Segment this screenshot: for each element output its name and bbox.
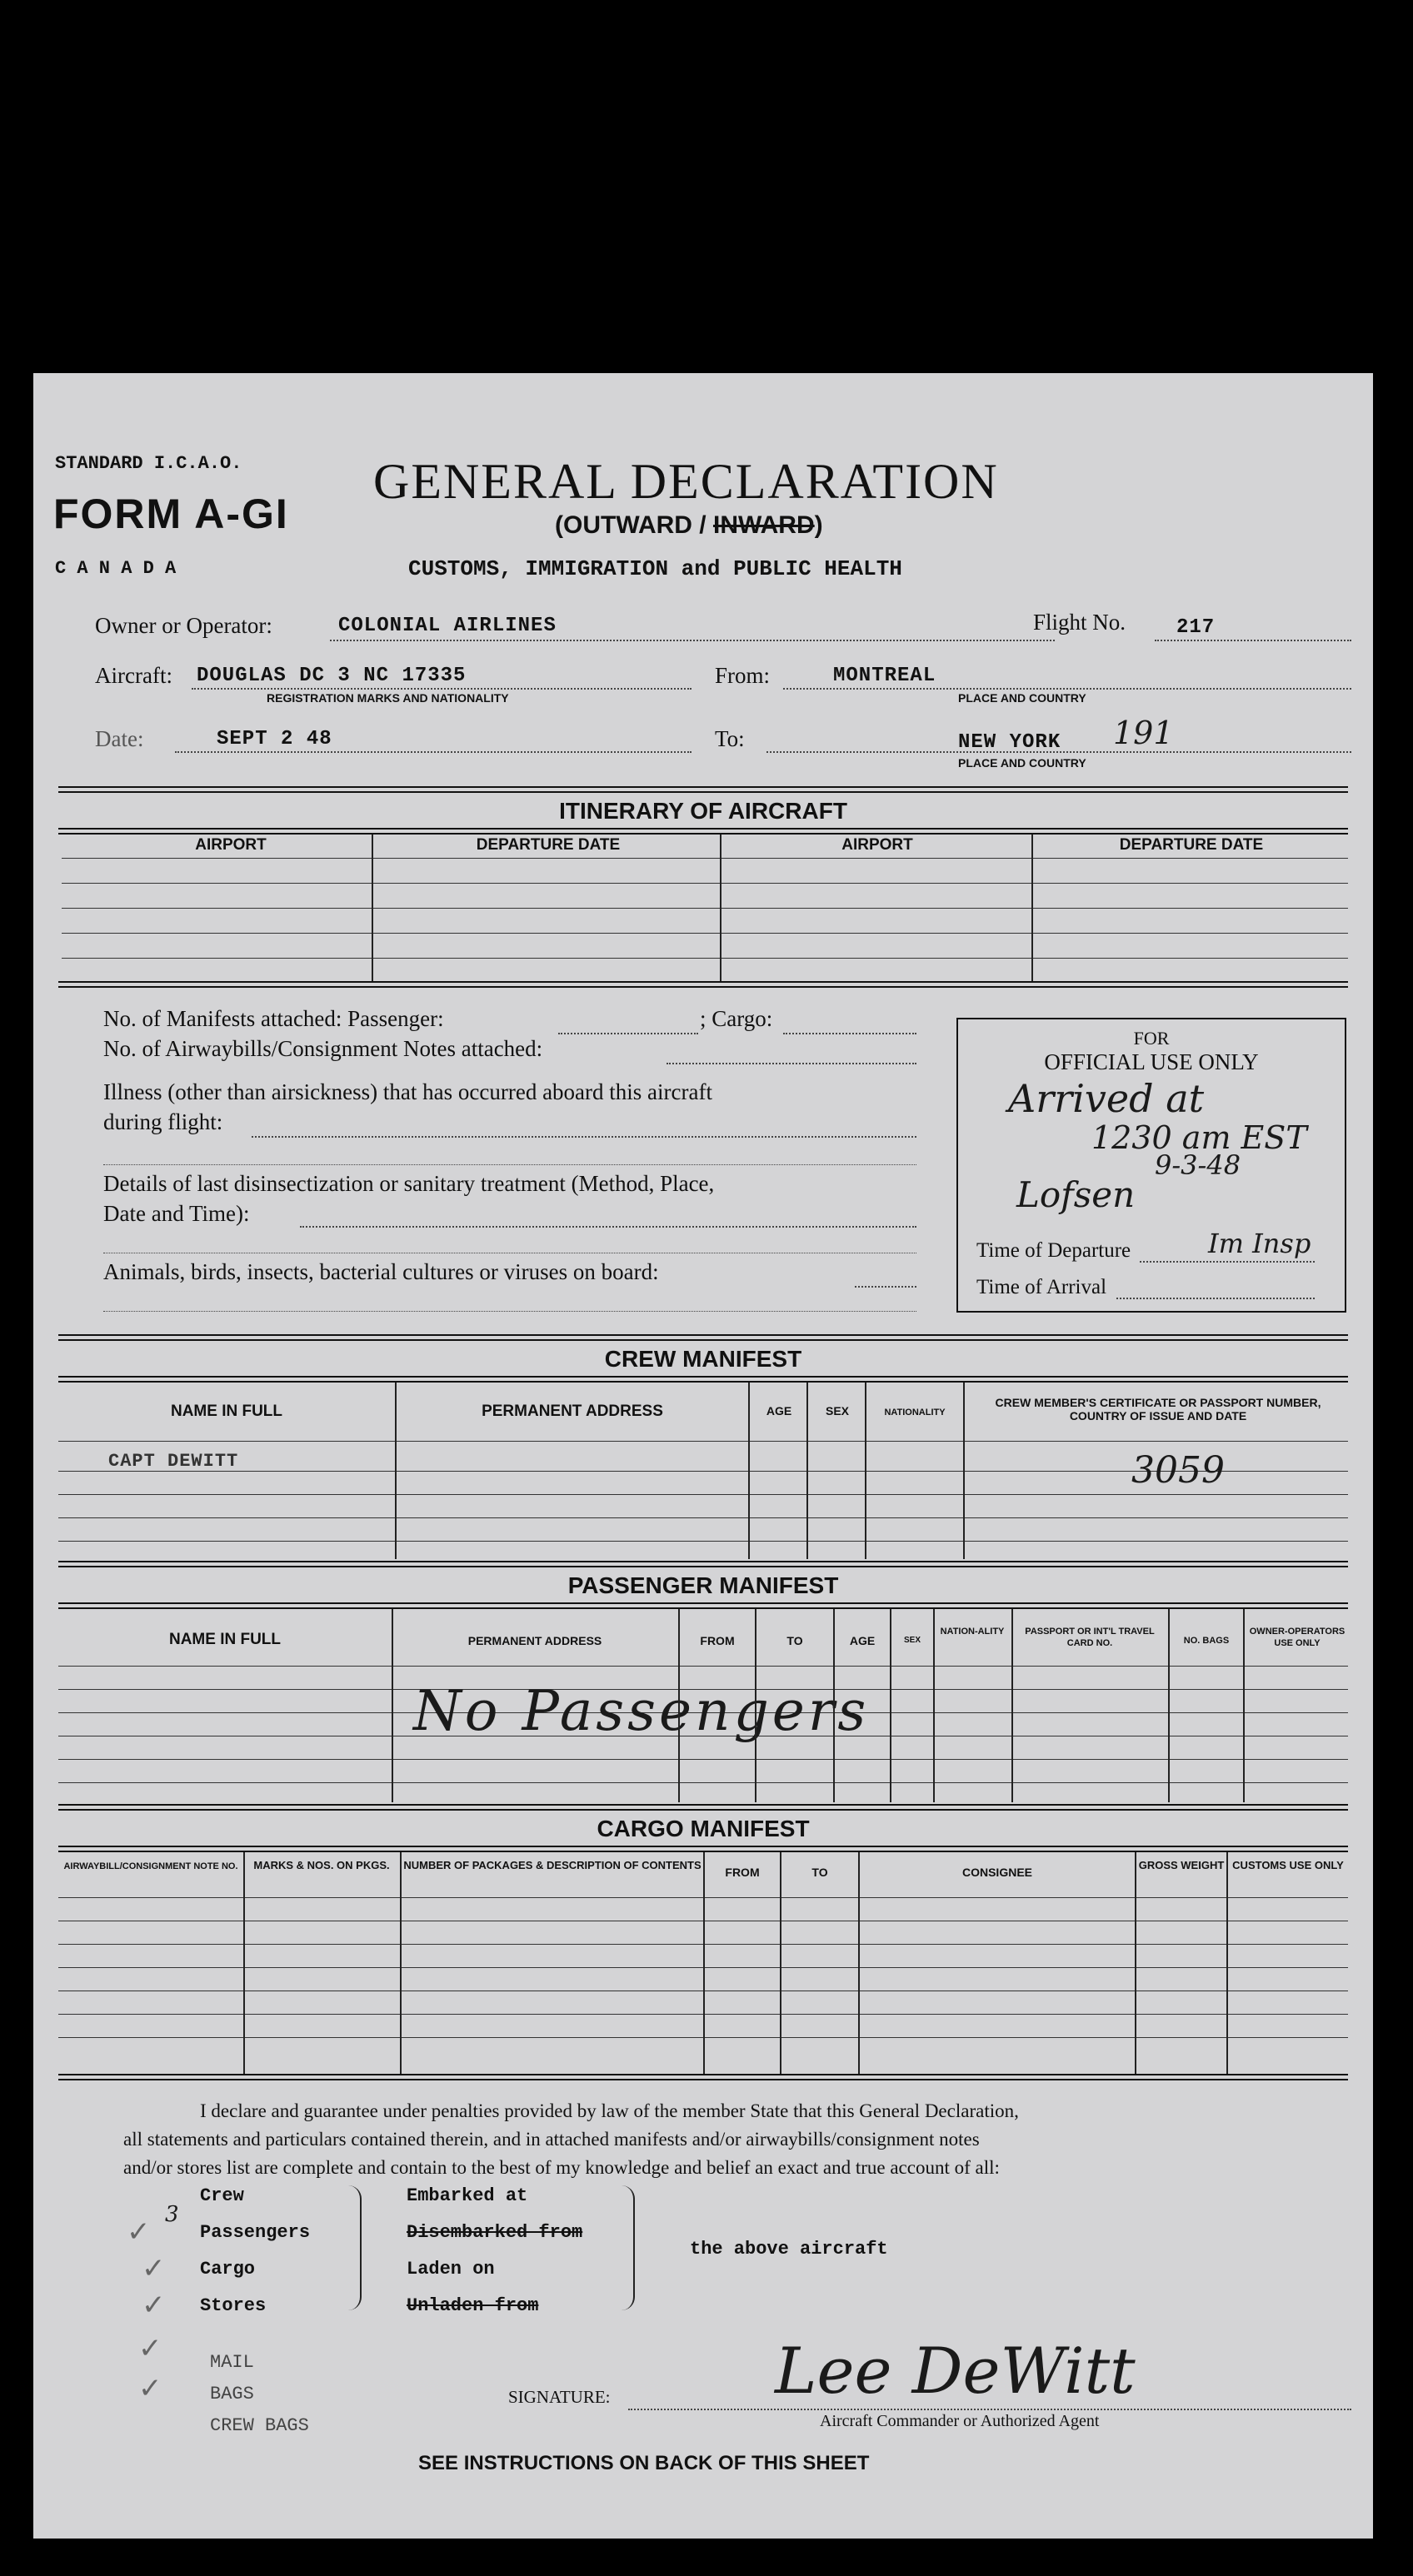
signature-label: SIGNATURE: xyxy=(508,2387,611,2407)
extra-bags: BAGS xyxy=(210,2384,254,2404)
passenger-col-age: AGE xyxy=(849,1634,876,1647)
official-title: OFFICIAL USE ONLY xyxy=(1044,1049,1259,1074)
airwaybills-label: No. of Airwaybills/Consignment Notes attached: xyxy=(103,1036,543,1061)
official-note-initials: Lofsen xyxy=(1016,1174,1136,1215)
illness-label-2: during flight: xyxy=(103,1109,223,1134)
cargo-col-to: TO xyxy=(811,1866,828,1879)
cargo-title: CARGO MANIFEST xyxy=(597,1816,810,1841)
declaration-item-passengers: Passengers xyxy=(200,2222,311,2243)
aircraft-caption: REGISTRATION MARKS AND NATIONALITY xyxy=(267,691,509,705)
passenger-title: PASSENGER MANIFEST xyxy=(567,1572,839,1598)
declaration-line-3: and/or stores list are complete and contain to the best of my knowledge and belief an exact and true account of all: xyxy=(123,2157,1000,2178)
cargo-col-packages: NUMBER OF PACKAGES & DESCRIPTION OF CONTENTS xyxy=(403,1859,702,1871)
crew-col-certificate: CREW MEMBER'S CERTIFICATE OR PASSPORT NUMBER, COUNTRY OF ISSUE AND DATE xyxy=(995,1396,1321,1423)
action-unladen-struck: Unladen from xyxy=(407,2295,539,2316)
outward-label: (OUTWARD / xyxy=(555,511,713,539)
signature-value: Lee DeWitt xyxy=(775,2334,1136,2408)
form-number: FORM A-GI xyxy=(53,491,289,537)
crew-row-name: CAPT DEWITT xyxy=(108,1451,239,1472)
declaration-line-1: I declare and guarantee under penalties provided by law of the member State that this General Declaration, xyxy=(200,2100,1019,2121)
checkmark-icon: ✓ xyxy=(138,2332,162,2365)
flight-value: 217 xyxy=(1176,616,1216,639)
itinerary-col-departure-1: DEPARTURE DATE xyxy=(476,836,621,854)
official-for-label: FOR xyxy=(1133,1028,1170,1049)
standard-icao-label: STANDARD I.C.A.O. xyxy=(55,453,242,474)
passenger-count-handwritten: 3 xyxy=(165,2202,179,2227)
time-of-departure-label: Time of Departure xyxy=(976,1239,1131,1262)
extra-mail: MAIL xyxy=(210,2352,254,2373)
disinsect-label-2: Date and Time): xyxy=(103,1201,250,1226)
cargo-col-customs: CUSTOMS USE ONLY xyxy=(1232,1859,1344,1871)
crew-title: CREW MANIFEST xyxy=(604,1346,802,1372)
time-of-arrival-label: Time of Arrival xyxy=(976,1276,1107,1298)
itinerary-title: ITINERARY OF AIRCRAFT xyxy=(559,798,847,824)
passenger-col-owner-operator: OWNER-OPERATORS USE ONLY xyxy=(1249,1627,1346,1648)
cargo-col-from: FROM xyxy=(725,1866,760,1879)
aircraft-label: Aircraft: xyxy=(95,663,172,688)
extra-crew-bags: CREW BAGS xyxy=(210,2415,309,2436)
crew-col-nationality: NATIONALITY xyxy=(884,1408,946,1418)
date-value: SEPT 2 48 xyxy=(217,728,332,750)
passenger-col-from: FROM xyxy=(700,1634,735,1647)
passenger-col-sex: SEX xyxy=(903,1636,921,1645)
passenger-col-passport: PASSPORT OR INT'L TRAVEL CARD NO. xyxy=(1025,1627,1155,1648)
cargo-col-airwaybill: AIRWAYBILL/CONSIGNMENT NOTE NO. xyxy=(63,1861,238,1871)
direction-close: ) xyxy=(814,511,823,539)
manifests-label: No. of Manifests attached: Passenger: xyxy=(103,1006,444,1031)
official-note-date: 9-3-48 xyxy=(1155,1149,1241,1181)
declaration-item-crew: Crew xyxy=(200,2185,244,2206)
to-handwritten: 191 xyxy=(1113,715,1174,751)
to-caption: PLACE AND COUNTRY xyxy=(958,756,1086,770)
official-note-arrived: Arrived at xyxy=(1008,1076,1205,1121)
owner-label: Owner or Operator: xyxy=(95,613,272,638)
cargo-col-marks: MARKS & NOS. ON PKGS. xyxy=(253,1859,390,1871)
aircraft-value: DOUGLAS DC 3 NC 17335 xyxy=(197,665,467,687)
declaration-item-cargo: Cargo xyxy=(200,2259,256,2280)
action-embarked: Embarked at xyxy=(407,2185,528,2206)
crew-handwritten-number: 3059 xyxy=(1131,1449,1225,1492)
from-label: From: xyxy=(715,663,771,688)
instructions-note: SEE INSTRUCTIONS ON BACK OF THIS SHEET xyxy=(418,2452,870,2474)
declaration-item-stores: Stores xyxy=(200,2295,267,2316)
passenger-col-to: TO xyxy=(786,1634,803,1647)
animals-label: Animals, birds, insects, bacterial cultures or viruses on board: xyxy=(103,1259,659,1284)
official-note-time: 1230 am EST xyxy=(1091,1119,1307,1156)
form-title: GENERAL DECLARATION xyxy=(373,454,999,509)
checkmark-icon: ✓ xyxy=(142,2289,166,2322)
country-label: C A N A D A xyxy=(55,558,177,579)
crew-col-address: PERMANENT ADDRESS xyxy=(482,1403,663,1420)
form-subtitle: CUSTOMS, IMMIGRATION and PUBLIC HEALTH xyxy=(408,556,902,581)
cargo-col-weight: GROSS WEIGHT xyxy=(1138,1859,1225,1871)
crew-col-name: NAME IN FULL xyxy=(170,1403,283,1420)
time-of-departure-value: Im Insp xyxy=(1208,1228,1311,1259)
flight-label: Flight No. xyxy=(1033,610,1126,635)
action-laden: Laden on xyxy=(407,2259,495,2280)
inward-label-struck: INWARD xyxy=(712,511,815,539)
passenger-col-bags: NO. BAGS xyxy=(1183,1636,1230,1646)
action-disembarked-struck: Disembarked from xyxy=(407,2222,583,2243)
passenger-handwritten-note: No Passengers xyxy=(413,1679,870,1743)
passenger-col-address: PERMANENT ADDRESS xyxy=(467,1634,602,1647)
crew-col-age: AGE xyxy=(766,1404,792,1418)
cargo-count-label: ; Cargo: xyxy=(700,1006,773,1031)
to-label: To: xyxy=(715,726,745,751)
to-value: NEW YORK xyxy=(958,731,1061,754)
passenger-col-nationality: NATION-ALITY xyxy=(940,1627,1005,1637)
crew-col-sex: SEX xyxy=(825,1404,849,1418)
direction-label xyxy=(555,511,823,540)
illness-label-1: Illness (other than airsickness) that has occurred aboard this aircraft xyxy=(103,1079,712,1104)
signature-caption: Aircraft Commander or Authorized Agent xyxy=(820,2412,1100,2430)
declaration-form-sheet xyxy=(33,373,1373,2539)
itinerary-col-departure-2: DEPARTURE DATE xyxy=(1119,836,1264,854)
checkmark-icon: ✓ xyxy=(138,2372,162,2405)
checkmark-icon: ✓ xyxy=(142,2252,166,2285)
cargo-col-consignee: CONSIGNEE xyxy=(961,1866,1032,1879)
itinerary-col-airport-2: AIRPORT xyxy=(841,836,913,854)
date-label: Date: xyxy=(95,726,144,751)
disinsect-label-1: Details of last disinsectization or sanitary treatment (Method, Place, xyxy=(103,1171,715,1196)
checkmark-icon: ✓ xyxy=(127,2215,151,2249)
from-caption: PLACE AND COUNTRY xyxy=(958,691,1086,705)
above-aircraft-label: the above aircraft xyxy=(690,2239,888,2260)
official-use-box xyxy=(956,1018,1346,1313)
passenger-col-name: NAME IN FULL xyxy=(168,1631,282,1648)
owner-value: COLONIAL AIRLINES xyxy=(338,615,557,637)
itinerary-col-airport-1: AIRPORT xyxy=(195,836,267,854)
declaration-line-2: all statements and particulars contained therein, and in attached manifests and/or airwaybills/consignment notes xyxy=(123,2129,980,2150)
from-value: MONTREAL xyxy=(833,665,936,687)
